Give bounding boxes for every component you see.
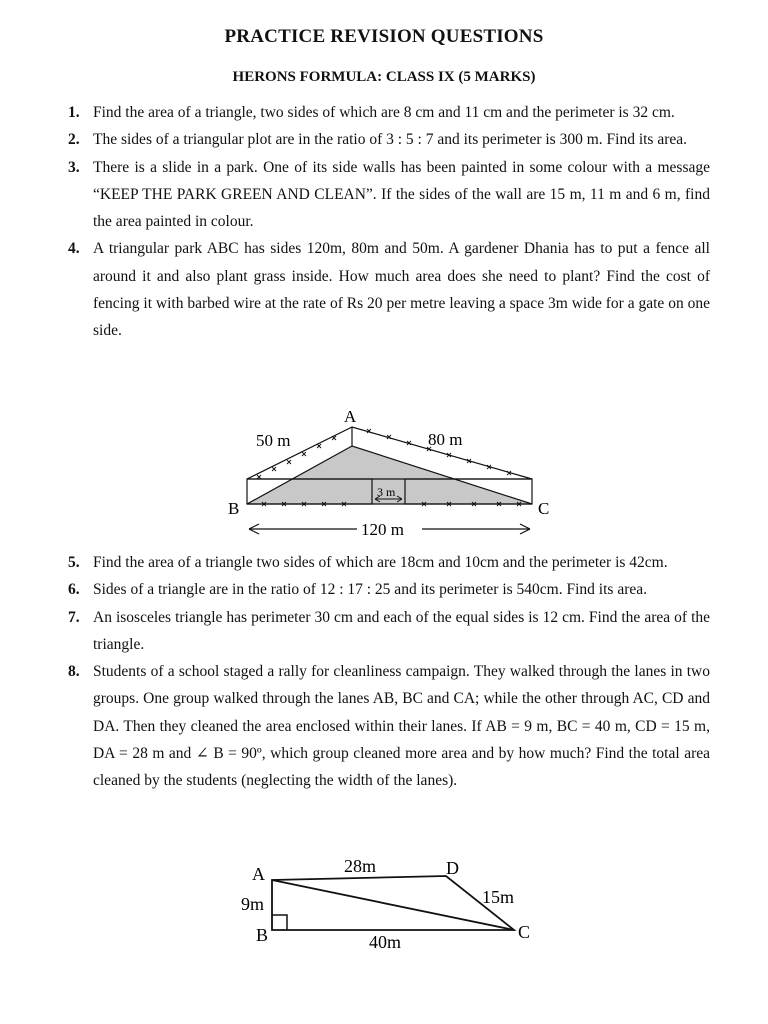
question-item xyxy=(68,549,710,576)
question-number: 4. xyxy=(68,240,80,258)
question-list-part1 xyxy=(68,99,710,345)
side-ad-label: 28m xyxy=(344,856,377,876)
question-number: 7. xyxy=(68,608,80,626)
question-text: Sides of a triangle are in the ratio of 12 : 17 : 25 and its perimeter is 540cm. Find its area. xyxy=(93,581,647,599)
question-number: 2. xyxy=(68,131,80,149)
vertex-d-label: D xyxy=(446,858,459,878)
question-item xyxy=(68,99,710,126)
question-text: The sides of a triangular plot are in the ratio of 3 : 5 : 7 and its perimeter is 300 m. Find its area. xyxy=(93,131,688,149)
vertex-a-label: A xyxy=(344,407,357,426)
base-label: 120 m xyxy=(361,520,404,539)
question-item xyxy=(68,576,710,603)
right-angle-mark xyxy=(272,915,287,930)
question-text: Students of a school staged a rally for cleanliness campaign. They walked through the lanes in two groups. One group walked through the lanes AB, BC and CA; while the other through AC, CD and DA. Then they cleaned the area enclosed within their lanes. If AB = 9 m, BC = 40 m, CD = 15 m, DA = 28 m and ∠ B = 90º, which group cleaned more area and by how much? Find the total area cleaned by the students (neglecting the width of the lanes). xyxy=(93,663,710,790)
question-text: An isosceles triangle has perimeter 30 cm and each of the equal sides is 12 cm. Find the area of the triangle. xyxy=(93,608,710,653)
question-number: 6. xyxy=(68,581,80,599)
vertex-b-label: B xyxy=(256,925,269,945)
question-number: 3. xyxy=(68,158,80,176)
vertex-a-label: A xyxy=(252,864,265,884)
question-item xyxy=(68,658,710,794)
question-item xyxy=(68,604,710,659)
diagonal-ac xyxy=(272,880,514,930)
vertex-c-label: C xyxy=(518,922,531,942)
vertex-b-label: B xyxy=(228,499,240,518)
page-title: PRACTICE REVISION QUESTIONS xyxy=(224,26,544,47)
question-item xyxy=(68,154,710,236)
question-text: A triangular park ABC has sides 120m, 80m and 50m. A gardener Dhania has to put a fence all around it and also plant grass inside. How much area does she need to plant? Find the cost of fencing it with barbed wire at the rate of Rs 20 per metre leaving a space 3m wide for a gate on one side. xyxy=(93,240,710,340)
side-dc-label: 15m xyxy=(482,887,515,907)
question-item xyxy=(68,235,710,344)
question-number: 5. xyxy=(68,554,80,571)
question-number: 1. xyxy=(68,104,80,121)
park-triangle-figure xyxy=(222,402,562,550)
question-text: Find the area of a triangle two sides of which are 18cm and 10cm and the perimeter is 42cm. xyxy=(93,554,668,571)
question-number: 8. xyxy=(68,663,80,681)
side-ac-label: 80 m xyxy=(428,430,463,449)
gate-label: 3 m xyxy=(377,485,396,499)
question-text: There is a slide in a park. One of its side walls has been painted in some colour with a message “KEEP THE PARK GREEN AND CLEAN”. If the sides of the wall are 15 m, 11 m and 6 m, find the area painted in colour. xyxy=(93,158,710,231)
side-bc-label: 40m xyxy=(369,932,402,952)
side-ab-label: 50 m xyxy=(256,431,291,450)
question-text: Find the area of a triangle, two sides of which are 8 cm and 11 cm and the perimeter is 32 cm. xyxy=(93,104,675,121)
question-list-part2 xyxy=(68,549,710,795)
side-ab-label: 9m xyxy=(241,894,265,914)
vertex-c-label: C xyxy=(538,499,550,518)
question-item xyxy=(68,126,710,153)
page-subtitle: HERONS FORMULA: CLASS IX (5 MARKS) xyxy=(232,69,536,85)
quadrilateral-figure xyxy=(236,852,546,957)
